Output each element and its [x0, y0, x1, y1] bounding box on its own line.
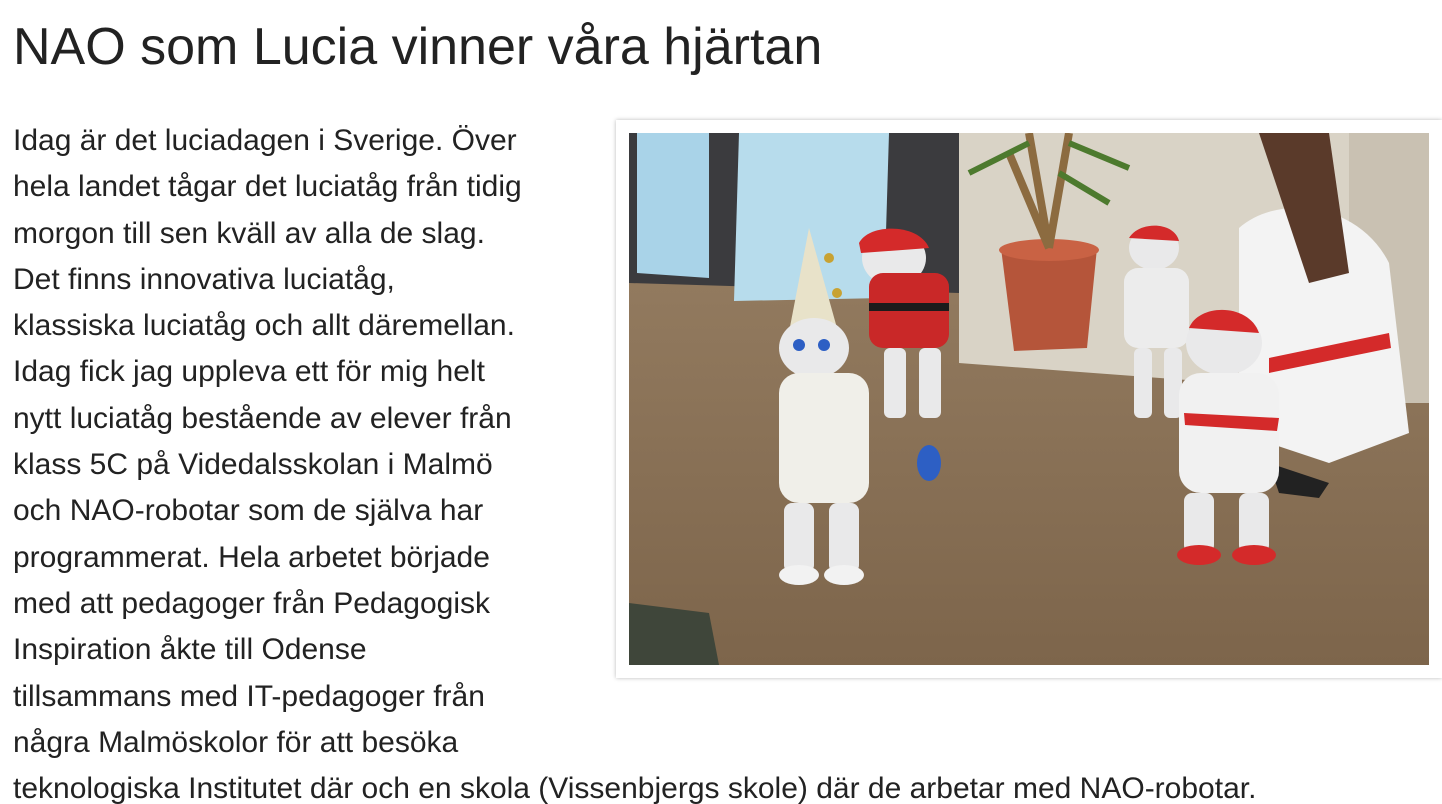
paragraph-line: teknologiska Institutet där och en skola (Vissenbjergs skole) där de arbetar med NAO-robotar.	[13, 772, 1257, 804]
window-pane-left	[637, 133, 709, 278]
paragraph-line: klassiska luciatåg och allt däremellan.	[13, 309, 515, 343]
article-body	[13, 118, 1442, 804]
paragraph-line: klass 5C på Videdalsskolan i Malmö	[13, 448, 493, 482]
article-title: NAO som Lucia vinner våra hjärtan	[13, 18, 823, 76]
paragraph-line: tillsammans med IT-pedagoger från	[13, 679, 485, 713]
paragraph-line: programmerat. Hela arbetet började	[13, 540, 490, 574]
paragraph-line: hela landet tågar det luciatåg från tidig	[13, 170, 522, 204]
paragraph-line: Idag fick jag uppleva ett för mig helt	[13, 355, 485, 389]
paragraph-line: med att pedagoger från Pedagogisk	[13, 586, 490, 620]
paragraph-line: några Malmöskolor för att besöka	[13, 725, 459, 759]
paragraph-line: Idag är det luciadagen i Sverige. Över	[13, 124, 517, 157]
article-photo-frame	[616, 120, 1442, 678]
paragraph-line: och NAO-robotar som de själva har	[13, 494, 484, 528]
paragraph-line: nytt luciatåg bestående av elever från	[13, 401, 512, 435]
paragraph-line: Det finns innovativa luciatåg,	[13, 262, 395, 296]
pot	[1001, 248, 1097, 351]
paragraph-line: Inspiration åkte till Odense	[13, 633, 367, 667]
nao-robots-lucia-photo	[629, 133, 1429, 665]
paragraph-line: morgon till sen kväll av alla de slag.	[13, 216, 485, 250]
